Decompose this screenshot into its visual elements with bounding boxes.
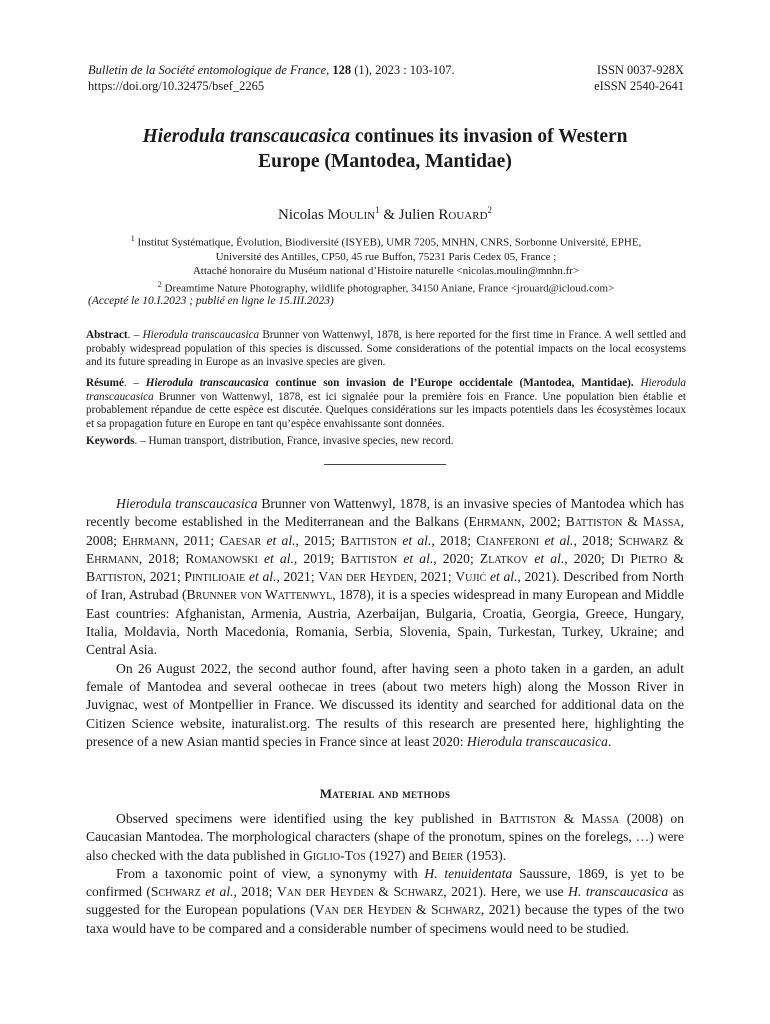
text-run: , 2008; [86, 514, 684, 548]
ref-author: Ehrmann [468, 514, 522, 530]
paragraph-intro [86, 495, 684, 660]
affil-sup1: 1 [130, 234, 135, 243]
text-run: , 2020; [433, 550, 480, 566]
text-run: , 2011; [174, 532, 220, 548]
journal-volume: 128 [332, 63, 352, 77]
title-species: Hierodula transcaucasica [142, 126, 350, 147]
resume-label: Résumé [86, 377, 124, 389]
text-run: , 2018; [138, 550, 186, 566]
text-run: , 2021; [276, 569, 319, 585]
body-text [86, 495, 684, 751]
author1-first: Nicolas [277, 207, 328, 223]
text-run: . [607, 733, 612, 749]
abstract-species: Hierodula transcaucasica [142, 329, 260, 341]
paragraph-discovery [86, 660, 684, 751]
ref-author: Vujić [455, 569, 487, 585]
species-name: H. tenuidentata [424, 865, 513, 881]
ref-author: Caesar [219, 532, 262, 548]
resume [86, 377, 686, 431]
keywords-text: . – Human transport, distribution, France, invasive species, new record. [134, 435, 454, 447]
ref-author: Schwarz [150, 884, 201, 900]
et-al: et al. [397, 550, 434, 566]
eissn: eISSN 2540-2641 [594, 79, 684, 93]
author1-last: Moulin [327, 207, 376, 223]
accepted-date: (Accepté le 10.I.2023 ; publié en ligne le 15.III.2023) [88, 295, 334, 307]
journal-issue: (1), 2023 : 103-107. [354, 63, 455, 77]
resume-text: Brunner von Wattenwyl, 1878, est ici signalée pour la première fois en France. Une population bien établie et probablement répandue de cette espèce est discutée. Quelques considérations sur les impacts potentiels dans les écosystèmes locaux et sa propagation future en Europe en tant qu’espèce envahissante sont données. [86, 390, 686, 430]
abstract-label: Abstract [86, 329, 128, 341]
resume-title-species: Hierodula transcaucasica [145, 377, 269, 389]
text-run: From a taxonomic point of view, a synonymy with [116, 865, 425, 881]
journal-name: Bulletin de la Société entomologique de France, [88, 63, 330, 77]
keywords-label: Keywords [86, 435, 135, 447]
text-run: , 2018; [233, 884, 277, 900]
author2-sup: 2 [487, 205, 493, 215]
ref-author: Cianferoni [476, 532, 540, 548]
ref-author: Battiston & Massa [499, 811, 620, 826]
ref-author: Battiston & Massa [565, 514, 681, 530]
affil-line2: Université des Antilles, CP50, 45 rue Buffon, 75231 Paris Cedex 05, France ; [215, 250, 557, 263]
et-al: et al. [200, 884, 234, 900]
authors [60, 205, 710, 224]
et-al: et al. [257, 550, 294, 566]
text-run: , 2018; [431, 532, 477, 548]
ref-author: Zlatkov [479, 550, 529, 566]
abstract-text: Brunner von Wattenwyl, 1878, is here reported for the first time in France. A well settled and probably widespread population of this species is discussed. Some considerations of the potential impacts on the local ecosystems and its future spreading in Europe as an invasive species are given. [86, 329, 686, 369]
species-name: Hierodula transcaucasica [116, 496, 258, 511]
title-rest: continues its invasion of Western [349, 126, 628, 147]
author-amp: & [379, 207, 399, 223]
et-al: et al. [539, 532, 574, 548]
journal-header [88, 62, 455, 94]
body-text-methods [86, 810, 684, 938]
species-name: H. transcaucasica [568, 884, 669, 900]
et-al: et al. [486, 569, 518, 585]
text-run: , 1878), it is a species widespread in many European and Middle East countries: Afghanistan, Armenia, Austria, Azerbaijan, Bulgaria, Croatia, Georgia, Greece, Hungary, Italia, Moldavia, North Macedonia, Romania, Serbia, Slovenia, Spain, Turkestan, Turkey, Ukraine; and Central Asia. [86, 587, 684, 658]
affil-line4: Dreamtime Nature Photography, wildlife photographer, 34150 Aniane, France <jrouard@icloud.com> [161, 282, 615, 295]
text-run: , 2020; [564, 550, 611, 566]
text-run: , 2015; [295, 532, 341, 548]
text-run: (1927) and [365, 847, 432, 863]
author2-first: Julien [398, 207, 439, 223]
ref-author: Pintilioaie [184, 569, 246, 585]
author2-last: Rouard [438, 207, 488, 223]
paper-title [60, 124, 710, 174]
text-run: Saussure, 1869, is yet to be confirmed ( [86, 865, 684, 900]
resume-species: Hierodula transcaucasica [86, 377, 687, 403]
text-run: , 2021). Here, we use [443, 884, 569, 900]
text-run: On 26 August 2022, the second author found, after having seen a photo taken in a garden, an adult female of Mantodea and several oothecae in trees (about two meters high) along the Mosson River in Juvignac, west of Montpellier in France. We discussed its identity and searched for additional data on the Citizen Science website, inaturalist.org. The results of this research are presented here, highlighting the presence of a new Asian mantid species in France since at least 2020: [86, 660, 684, 749]
affil-line1: Institut Systématique, Évolution, Biodiversité (ISYEB), UMR 7205, MNHN, CNRS, Sorbonne Université, EPHE, [134, 236, 642, 249]
abstract-dash: . – [127, 329, 143, 341]
ref-author: Beier [431, 847, 464, 863]
paragraph-methods [86, 810, 684, 865]
resume-dash: . – [123, 377, 146, 389]
author1-sup: 1 [375, 205, 380, 215]
separator-rule [324, 464, 446, 465]
text-run: , 2002; [521, 514, 566, 530]
text-run: Observed specimens were identified using the key published in [116, 811, 500, 826]
text-run: , 2021; [413, 569, 456, 585]
text-run: (2008) on Caucasian Mantodea. The morphological characters (shape of the pronotum, spines on the forelegs, …) were also checked with the data published in [86, 811, 684, 863]
affil-line3: Attaché honoraire du Muséum national d’Histoire naturelle <nicolas.moulin@mnhn.fr> [192, 264, 580, 277]
ref-author: Ehrmann [122, 532, 175, 548]
ref-author: Schwarz & Ehrmann [86, 532, 684, 566]
text-run: (1953). [463, 847, 507, 863]
text-run: , 2018; [573, 532, 619, 548]
affiliations [86, 232, 686, 295]
ref-author: Romanowski [185, 550, 258, 566]
et-al: et al. [528, 550, 565, 566]
abstract [86, 329, 686, 370]
ref-author: Brunner von Wattenwyl [186, 587, 333, 603]
ref-author: Battiston [340, 532, 398, 548]
issn: ISSN 0037-928X [596, 63, 684, 77]
ref-author: Di Pietro & Battiston [86, 550, 684, 585]
et-al: et al. [245, 569, 277, 585]
ref-author: Giglio-Tos [303, 847, 366, 863]
ref-author: Van der Heyden & Schwarz [314, 902, 481, 918]
doi-link[interactable]: https://doi.org/10.32475/bsef_2265 [88, 79, 265, 93]
text-run: as suggested for the European populations ( [86, 884, 684, 918]
affil-sup2: 2 [157, 279, 162, 289]
issn-block [594, 62, 684, 94]
text-run: , 2021; [142, 569, 185, 585]
resume-title: continue son invasion de l’Europe occidentale (Mantodea, Mantidae). [268, 377, 634, 389]
text-run: , 2021). Described from North of Iran, Astrubad ( [86, 569, 684, 603]
text-run: Brunner von Wattenwyl, 1878, is an invasive species of Mantodea which has recently become established in the Mediterranean and the Balkans ( [86, 496, 684, 530]
title-line2: Europe (Mantodea, Mantidae) [258, 151, 512, 172]
et-al: et al. [397, 532, 432, 548]
section-heading: Material and methods [319, 786, 451, 801]
ref-author: Van der Heyden & Schwarz [276, 884, 444, 900]
species-name: Hierodula transcaucasica [466, 733, 608, 749]
et-al: et al. [261, 532, 296, 548]
keywords [86, 435, 686, 449]
text-run: , 2019; [293, 550, 341, 566]
ref-author: Battiston [340, 550, 398, 566]
paragraph-taxonomy [86, 865, 684, 938]
text-run: , 2021) because the types of the two taxa would have to be compared and a considerable number of specimens would need to be studied. [86, 902, 684, 936]
ref-author: Van der Heyden [318, 569, 414, 585]
